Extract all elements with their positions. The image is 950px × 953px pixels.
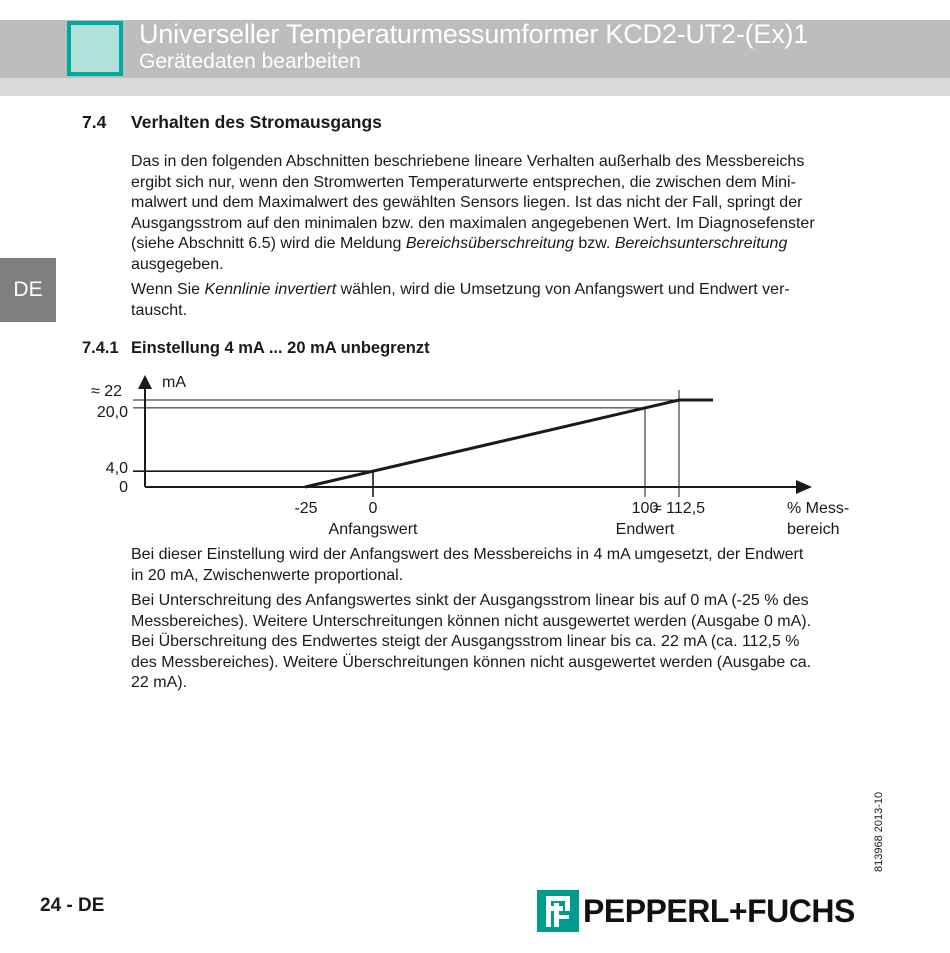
intro-line: malwert und dem Maximalwert des gewählten Sensors liegen. Ist das nicht der Fall, springt der: [131, 194, 803, 211]
y-axis-arrow: [138, 375, 152, 389]
series-line: [305, 400, 713, 487]
invert-text: Wenn Sie: [131, 281, 205, 298]
intro-line: Ausgangsstrom auf den minimalen bzw. den maximalen angegebenen Wert. Im Diagnosefenster: [131, 214, 815, 232]
setting-paragraph: [131, 545, 873, 586]
intro-text: (siehe Abschnitt 6.5) wird die Meldung: [131, 235, 406, 252]
intro-line: Das in den folgenden Abschnitten beschriebene lineare Verhalten außerhalb des Messbereichs: [131, 153, 805, 170]
limits-line: Bei Überschreitung des Endwertes steigt der Ausgangsstrom linear bis ca. 22 mA (ca. 112,5 %: [131, 633, 800, 650]
section-title: Verhalten des Stromausgangs: [131, 112, 382, 132]
y-tick-label: ≈ 22: [90, 383, 122, 400]
brand-name: PEPPERL+FUCHS: [583, 892, 855, 929]
brand-logo: [537, 890, 855, 932]
x-tick-label: -25: [294, 500, 318, 517]
y-tick-label: 20,0: [96, 403, 128, 421]
intro-paragraph: [131, 152, 873, 275]
teal-square-inner: [71, 25, 119, 72]
limits-line: Messbereiches). Weitere Unterschreitungen können nicht ausgewertet werden (Ausgabe 0 mA).: [131, 612, 812, 630]
invert-line: [131, 280, 873, 301]
intro-text: bzw.: [573, 235, 615, 252]
invert-text: wählen, wird die Umsetzung von Anfangswert und Endwert ver-: [336, 281, 790, 298]
pepperl-fuchs-logo-glyph: [537, 890, 579, 932]
invert-paragraph: [131, 280, 873, 321]
x-axis-arrow: [796, 480, 812, 494]
x-axis-label-line1: % Mess-: [787, 500, 850, 517]
subsection-number: 7.4.1: [82, 339, 119, 357]
page-number: 24 - DE: [40, 895, 105, 916]
setting-line: in 20 mA, Zwischenwerte proportional.: [131, 566, 404, 584]
current-output-chart: [0, 365, 950, 545]
x-tick-sublabel-endwert: Endwert: [615, 521, 675, 538]
term-range-undershoot: Bereichsunterschreitung: [614, 235, 788, 252]
limits-line: des Messbereiches). Weitere Überschreitungen können nicht ausgewertet werden (Ausgabe ca.: [131, 653, 812, 671]
setting-line: Bei dieser Einstellung wird der Anfangswert des Messbereichs in 4 mA umgesetzt, der Endwert: [131, 546, 804, 563]
x-axis-label-line2: bereich: [787, 521, 840, 538]
document-subtitle: Gerätedaten bearbeiten: [139, 50, 361, 73]
subsection-title: Einstellung 4 mA ... 20 mA unbegrenzt: [131, 339, 430, 357]
intro-line: [131, 234, 873, 255]
intro-line: ergibt sich nur, wenn den Stromwerten Temperaturwerte entsprechen, die zwischen dem Mini-: [131, 173, 796, 191]
y-tick-label: 4,0: [105, 460, 128, 478]
limits-paragraph: [131, 591, 873, 694]
y-axis-label: mA: [162, 374, 186, 391]
header-strip: [0, 78, 950, 96]
term-inverted-curve: Kennlinie invertiert: [204, 281, 337, 298]
document-title: Universeller Temperaturmessumformer KCD2-UT2-(Ex)1: [139, 19, 809, 49]
section-number: 7.4: [82, 112, 107, 132]
invert-line: tauscht.: [131, 301, 188, 319]
pepperl-fuchs-logo-icon: [537, 890, 579, 932]
limits-line: Bei Unterschreitung des Anfangswertes sinkt der Ausgangsstrom linear bis auf 0 mA (-25 % des: [131, 592, 809, 609]
document-code: 813968 2013-10: [873, 791, 885, 872]
limits-line: 22 mA).: [131, 674, 188, 691]
y-tick-label: 0: [119, 479, 128, 496]
intro-line: ausgegeben.: [131, 255, 224, 273]
term-range-exceeded: Bereichsüberschreitung: [405, 235, 574, 252]
x-tick-sublabel-anfangswert: Anfangswert: [328, 521, 418, 538]
x-tick-label: 0: [368, 500, 378, 517]
x-tick-label: 100: [631, 500, 659, 517]
language-tab: DE: [0, 258, 56, 322]
x-tick-label: ≈ 112,5: [652, 500, 706, 517]
